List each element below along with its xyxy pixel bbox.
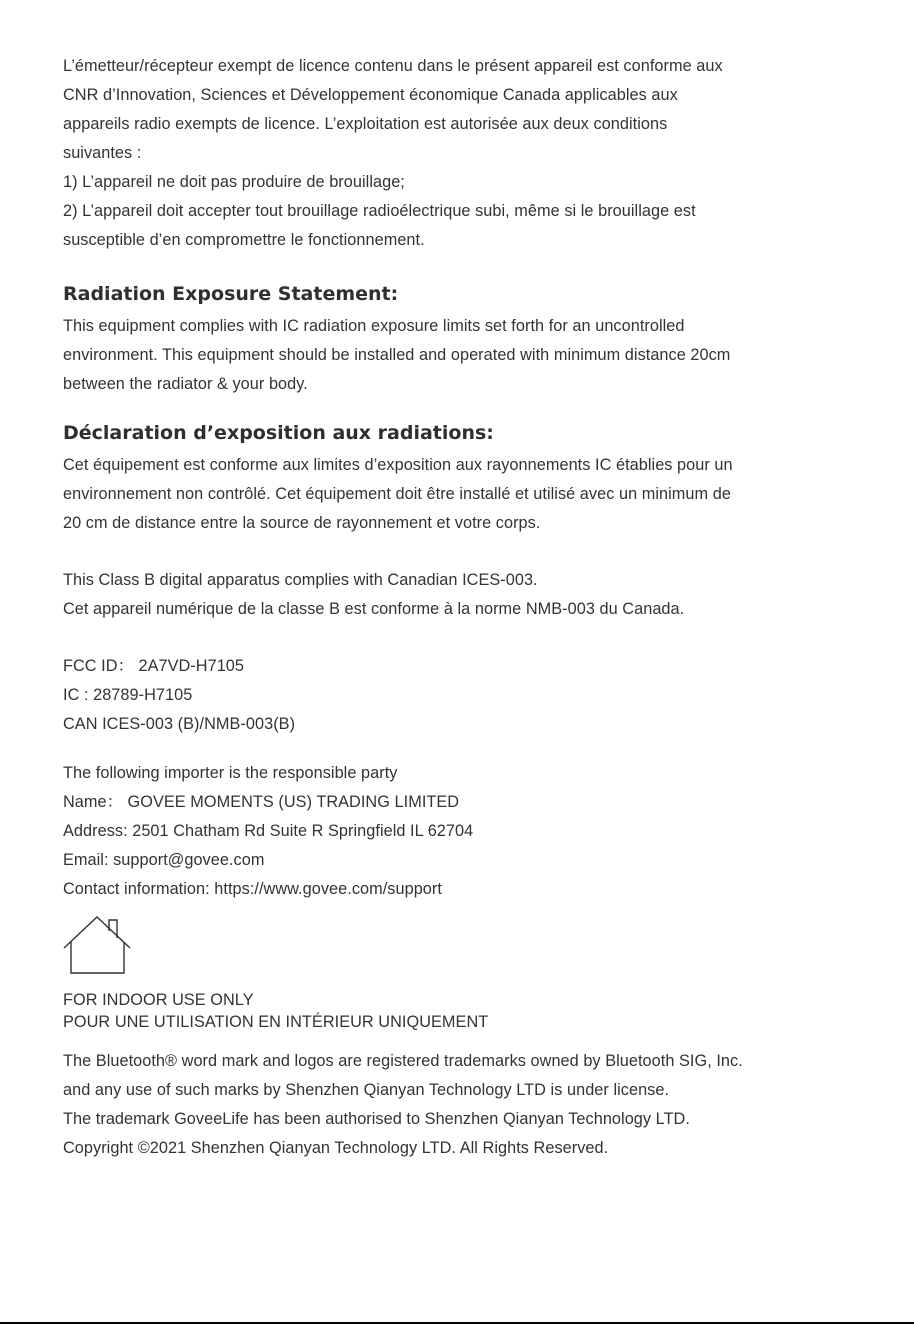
text-line: between the radiator & your body. [63, 375, 308, 393]
importer-address: Address: 2501 Chatham Rd Suite R Springfield IL 62704 [63, 822, 474, 840]
text-line: 2) L’appareil doit accepter tout brouillage radioélectrique subi, même si le brouillage est [63, 202, 696, 220]
importer-name: Name： GOVEE MOMENTS (US) TRADING LIMITED [63, 793, 460, 811]
text-line: 1) L’appareil ne doit pas produire de brouillage; [63, 173, 405, 191]
text-line: L’émetteur/récepteur exempt de licence contenu dans le présent appareil est conforme aux [63, 57, 723, 75]
importer-contact: Contact information: https://www.govee.com/support [63, 880, 442, 898]
text-line: This Class B digital apparatus complies with Canadian ICES-003. [63, 571, 538, 589]
ices-label: CAN ICES-003 (B)/NMB-003(B) [63, 715, 296, 733]
text-line: susceptible d’en compromettre le fonctionnement. [63, 231, 425, 249]
text-line: This equipment complies with IC radiation exposure limits set forth for an uncontrolled [63, 317, 685, 335]
text-line: suivantes : [63, 144, 142, 162]
text-line: FOR INDOOR USE ONLY [63, 991, 254, 1009]
text-line: 20 cm de distance entre la source de rayonnement et votre corps. [63, 514, 541, 532]
fcc-id: FCC ID： 2A7VD-H7105 [63, 657, 245, 675]
ic-id: IC : 28789-H7105 [63, 686, 193, 704]
text-line: CNR d’Innovation, Sciences et Développement économique Canada applicables aux [63, 86, 678, 104]
text-line: environment. This equipment should be installed and operated with minimum distance 20cm [63, 346, 731, 364]
house-icon [63, 916, 133, 976]
copyright-line: Copyright ©2021 Shenzhen Qianyan Technology LTD. All Rights Reserved. [63, 1139, 609, 1157]
text-line: The trademark GoveeLife has been authorised to Shenzhen Qianyan Technology LTD. [63, 1110, 690, 1128]
importer-email: Email: support@govee.com [63, 851, 265, 869]
text-line: environnement non contrôlé. Cet équipement doit être installé et utilisé avec un minimum de [63, 485, 731, 503]
text-line: appareils radio exempts de licence. L’exploitation est autorisée aux deux conditions [63, 115, 668, 133]
section-heading: Radiation Exposure Statement: [63, 283, 399, 305]
text-line: Cet appareil numérique de la classe B est conforme à la norme NMB-003 du Canada. [63, 600, 685, 618]
text-line: Cet équipement est conforme aux limites d’exposition aux rayonnements IC établies pour un [63, 456, 733, 474]
text-line: POUR UNE UTILISATION EN INTÉRIEUR UNIQUEMENT [63, 1013, 489, 1031]
section-heading: Déclaration d’exposition aux radiations: [63, 422, 494, 444]
text-line: The Bluetooth® word mark and logos are registered trademarks owned by Bluetooth SIG, Inc. [63, 1052, 743, 1070]
text-line: and any use of such marks by Shenzhen Qianyan Technology LTD is under license. [63, 1081, 670, 1099]
text-line: The following importer is the responsible party [63, 764, 398, 782]
